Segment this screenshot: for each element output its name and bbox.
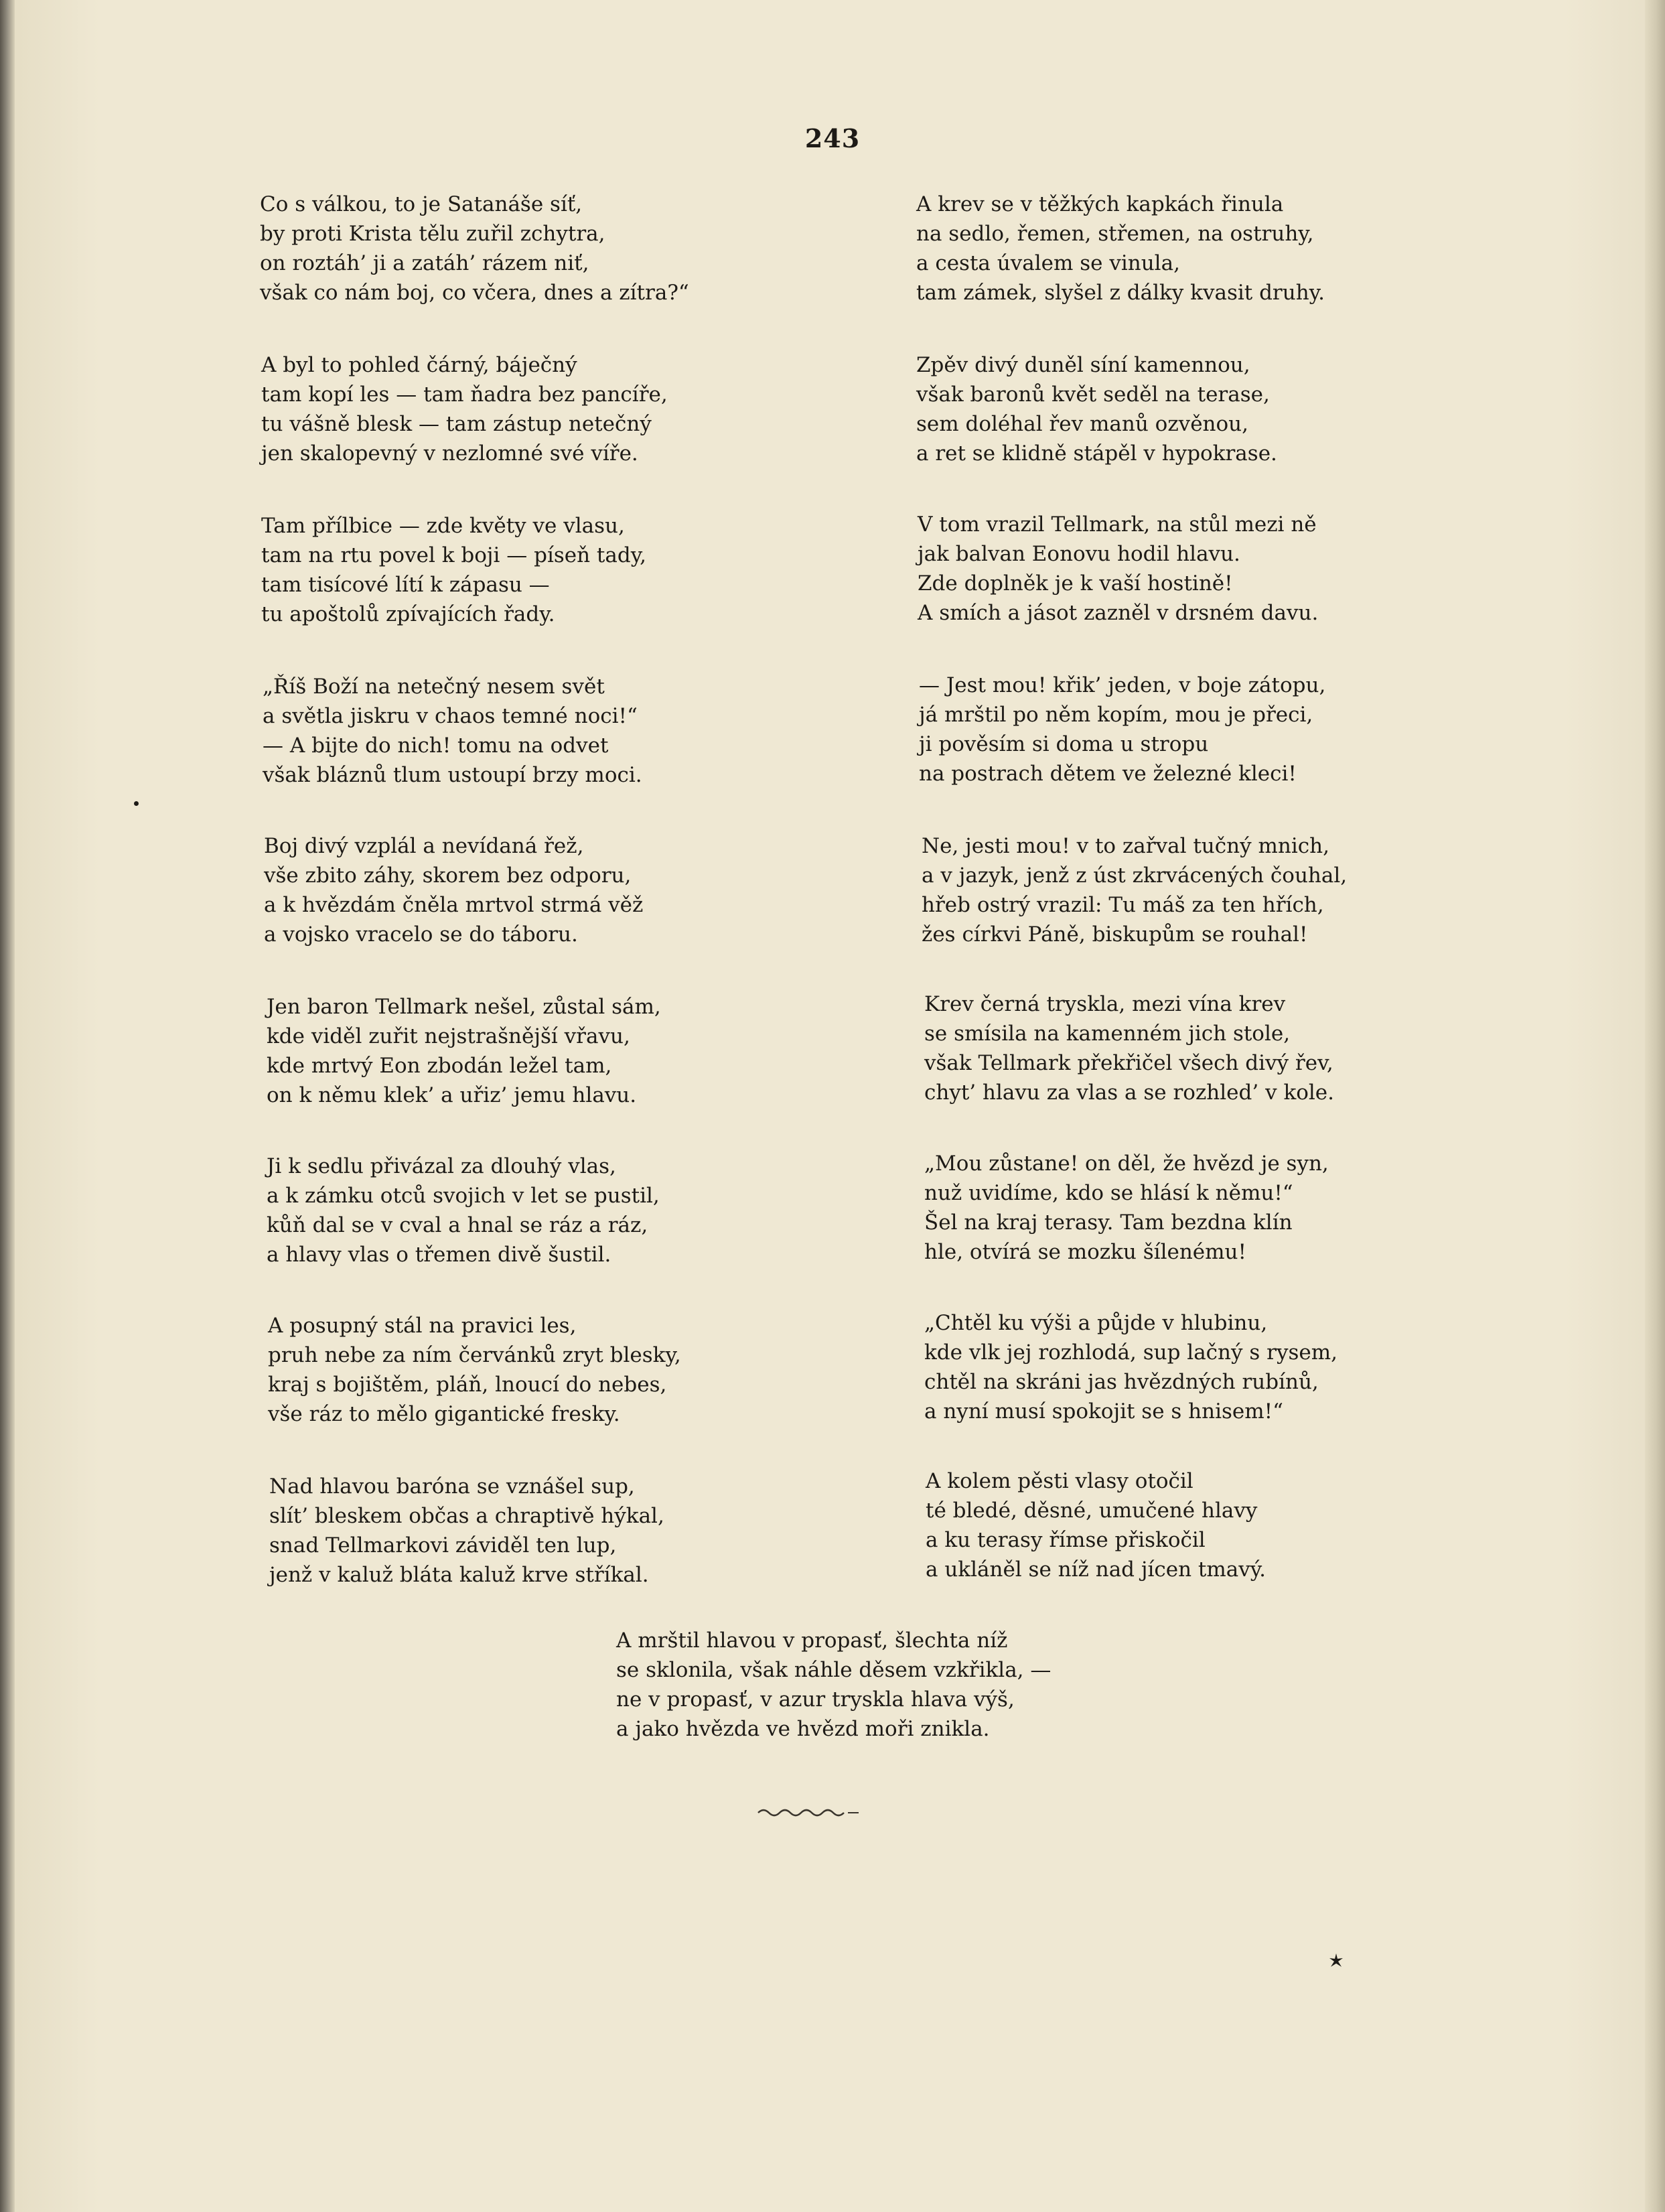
verse-line: a světla jiskru v chaos temné noci!“	[263, 704, 638, 728]
left-stanza-1	[260, 190, 769, 307]
verse-line: ji pověsím si doma u stropu	[919, 732, 1209, 756]
end-ornament-icon	[757, 1802, 864, 1822]
verse-line: Tam přílbice — zde květy ve vlasu,	[261, 514, 625, 538]
page-binding-shadow	[0, 0, 15, 2212]
verse-line: a jako hvězda ve hvězd moři znikla.	[616, 1717, 990, 1741]
right-stanza-6	[924, 989, 1433, 1107]
verse-line: Ne, jesti mou! v to zařval tučný mnich,	[922, 834, 1329, 858]
verse-line: Zpěv divý duněl síní kamennou,	[916, 353, 1250, 377]
left-stanza-5	[264, 831, 773, 949]
verse-line: A byl to pohled čárný, báječný	[261, 353, 577, 377]
verse-line: tam tisícové lítí k zápasu —	[261, 573, 550, 597]
verse-line: vše ráz to mělo gigantické fresky.	[268, 1402, 620, 1426]
left-stanza-2	[261, 350, 770, 468]
right-stanza-5	[922, 831, 1431, 949]
right-stanza-4	[919, 671, 1428, 788]
verse-line: Jen baron Tellmark nešel, zůstal sám,	[267, 995, 661, 1019]
verse-line: však baronů květ seděl na terase,	[916, 383, 1270, 407]
verse-line: tam kopí les — tam ňadra bez pancíře,	[261, 383, 668, 407]
verse-line: „Chtěl ku výši a půjde v hlubinu,	[924, 1311, 1268, 1335]
verse-line: Nad hlavou baróna se vznášel sup,	[269, 1474, 635, 1499]
verse-line: a ku terasy římse přiskočil	[926, 1528, 1206, 1552]
verse-line: ne v propasť, v azur tryskla hlava výš,	[616, 1687, 1015, 1712]
verse-line: Zde doplněk je k vaší hostině!	[918, 571, 1233, 596]
verse-line: a nyní musí spokojit se s hnisem!“	[924, 1399, 1283, 1424]
right-stanza-8	[924, 1308, 1433, 1426]
verse-line: pruh nebe za ním červánků zryt blesky,	[268, 1343, 681, 1367]
verse-line: A posupný stál na pravici les,	[268, 1314, 577, 1338]
page-number: 243	[804, 123, 861, 153]
verse-line: a ret se klidně stápěl v hypokrase.	[916, 441, 1277, 466]
verse-line: tam na rtu povel k boji — píseň tady,	[261, 543, 646, 567]
verse-line: „Říš Boží na netečný nesem svět	[263, 675, 605, 699]
verse-line: Boj divý vzplál a nevídaná řež,	[264, 834, 584, 858]
verse-line: A krev se v těžkých kapkách řinula	[916, 192, 1284, 216]
verse-line: kde vlk jej rozhlodá, sup lačný s rysem,	[924, 1340, 1337, 1365]
verse-line: jen skalopevný v nezlomné své víře.	[261, 441, 638, 466]
verse-line: kde mrtvý Eon zbodán ležel tam,	[267, 1054, 612, 1078]
final-stanza	[616, 1626, 1125, 1744]
verse-line: se smísila na kamenném jich stole,	[924, 1022, 1291, 1046]
verse-line: jak balvan Eonovu hodil hlavu.	[918, 542, 1240, 566]
verse-line: kůň dal se v cval a hnal se ráz a ráz,	[267, 1213, 648, 1237]
verse-line: A mrštil hlavou v propasť, šlechta níž	[616, 1629, 1008, 1653]
verse-line: a cesta úvalem se vinula,	[916, 251, 1180, 275]
verse-line: sem doléhal řev manů ozvěnou,	[916, 412, 1248, 436]
verse-line: kde viděl zuřit nejstrašnější vřavu,	[267, 1024, 630, 1048]
verse-line: slít’ bleskem občas a chraptivě hýkal,	[269, 1504, 664, 1528]
verse-line: Šel na kraj terasy. Tam bezdna klín	[924, 1211, 1293, 1235]
left-stanza-6	[267, 992, 776, 1110]
page-edge	[1645, 0, 1665, 2212]
verse-line: V tom vrazil Tellmark, na stůl mezi ně	[918, 512, 1317, 537]
verse-line: a ukláněl se níž nad jícen tmavý.	[926, 1558, 1266, 1582]
verse-line: hle, otvírá se mozku šílenému!	[924, 1240, 1246, 1264]
verse-line: Ji k sedlu přivázal za dlouhý vlas,	[267, 1154, 616, 1178]
verse-line: kraj s bojištěm, pláň, lnoucí do nebes,	[268, 1373, 667, 1397]
verse-line: Co s válkou, to je Satanáše síť,	[260, 192, 583, 216]
verse-line: a v jazyk, jenž z úst zkrvácených čouhal,	[922, 863, 1348, 888]
right-stanza-9	[926, 1466, 1435, 1584]
verse-line: jenž v kaluž bláta kaluž krve stříkal.	[269, 1563, 649, 1587]
verse-line: tam zámek, slyšel z dálky kvasit druhy.	[916, 281, 1325, 305]
verse-line: na postrach dětem ve železné kleci!	[919, 762, 1297, 786]
verse-line: hřeb ostrý vrazil: Tu máš za ten hřích,	[922, 893, 1324, 917]
verse-line: však co nám boj, co včera, dnes a zítra?“	[260, 281, 689, 305]
verse-line: — Jest mou! křik’ jeden, v boje zátopu,	[919, 673, 1326, 697]
verse-line: však Tellmark překřičel všech divý řev,	[924, 1051, 1333, 1075]
left-stanza-4	[263, 672, 772, 790]
verse-line: snad Tellmarkovi záviděl ten lup,	[269, 1533, 617, 1558]
verse-line: nuž uvidíme, kdo se hlásí k němu!“	[924, 1181, 1293, 1205]
ink-speck	[134, 801, 139, 806]
left-stanza-3	[261, 511, 770, 629]
verse-line: chyt’ hlavu za vlas a se rozhled’ v kole.	[924, 1081, 1335, 1105]
verse-line: a k zámku otců svojich v let se pustil,	[267, 1184, 660, 1208]
left-stanza-9	[269, 1472, 778, 1590]
verse-line: však bláznů tlum ustoupí brzy moci.	[263, 763, 642, 787]
verse-line: tu apoštolů zpívajících řady.	[261, 602, 555, 626]
verse-line: se sklonila, však náhle děsem vzkřikla, —	[616, 1658, 1052, 1682]
verse-line: já mrštil po něm kopím, mou je přeci,	[919, 703, 1313, 727]
verse-line: na sedlo, řemen, střemen, na ostruhy,	[916, 222, 1314, 246]
asterisk-mark-icon	[1328, 1952, 1344, 1971]
right-stanza-2	[916, 350, 1425, 468]
verse-line: „Mou zůstane! on děl, že hvězd je syn,	[924, 1152, 1329, 1176]
left-stanza-7	[267, 1152, 776, 1269]
verse-line: — A bijte do nich! tomu na odvet	[263, 734, 609, 758]
verse-line: chtěl na skráni jas hvězdných rubínů,	[924, 1370, 1319, 1394]
verse-line: A smích a jásot zazněl v drsném davu.	[918, 601, 1319, 625]
verse-line: a k hvězdám čněla mrtvol strmá věž	[264, 893, 644, 917]
verse-line: by proti Krista tělu zuřil zchytra,	[260, 222, 605, 246]
verse-line: Krev černá tryskla, mezi vína krev	[924, 992, 1286, 1016]
verse-line: A kolem pěsti vlasy otočil	[926, 1469, 1193, 1493]
left-stanza-8	[268, 1311, 777, 1429]
right-stanza-7	[924, 1149, 1433, 1267]
verse-line: žes církvi Páně, biskupům se rouhal!	[922, 922, 1308, 947]
verse-line: té bledé, děsné, umučené hlavy	[926, 1499, 1258, 1523]
verse-line: a vojsko vracelo se do táboru.	[264, 922, 578, 947]
right-stanza-3	[918, 510, 1427, 628]
verse-line: vše zbito záhy, skorem bez odporu,	[264, 863, 632, 888]
verse-line: tu vášně blesk — tam zástup netečný	[261, 412, 652, 436]
verse-line: a hlavy vlas o třemen divě šustil.	[267, 1243, 611, 1267]
right-stanza-1	[916, 190, 1425, 307]
verse-line: on roztáh’ ji a zatáh’ rázem niť,	[260, 251, 589, 275]
verse-line: on k němu klek’ a uřiz’ jemu hlavu.	[267, 1083, 637, 1107]
